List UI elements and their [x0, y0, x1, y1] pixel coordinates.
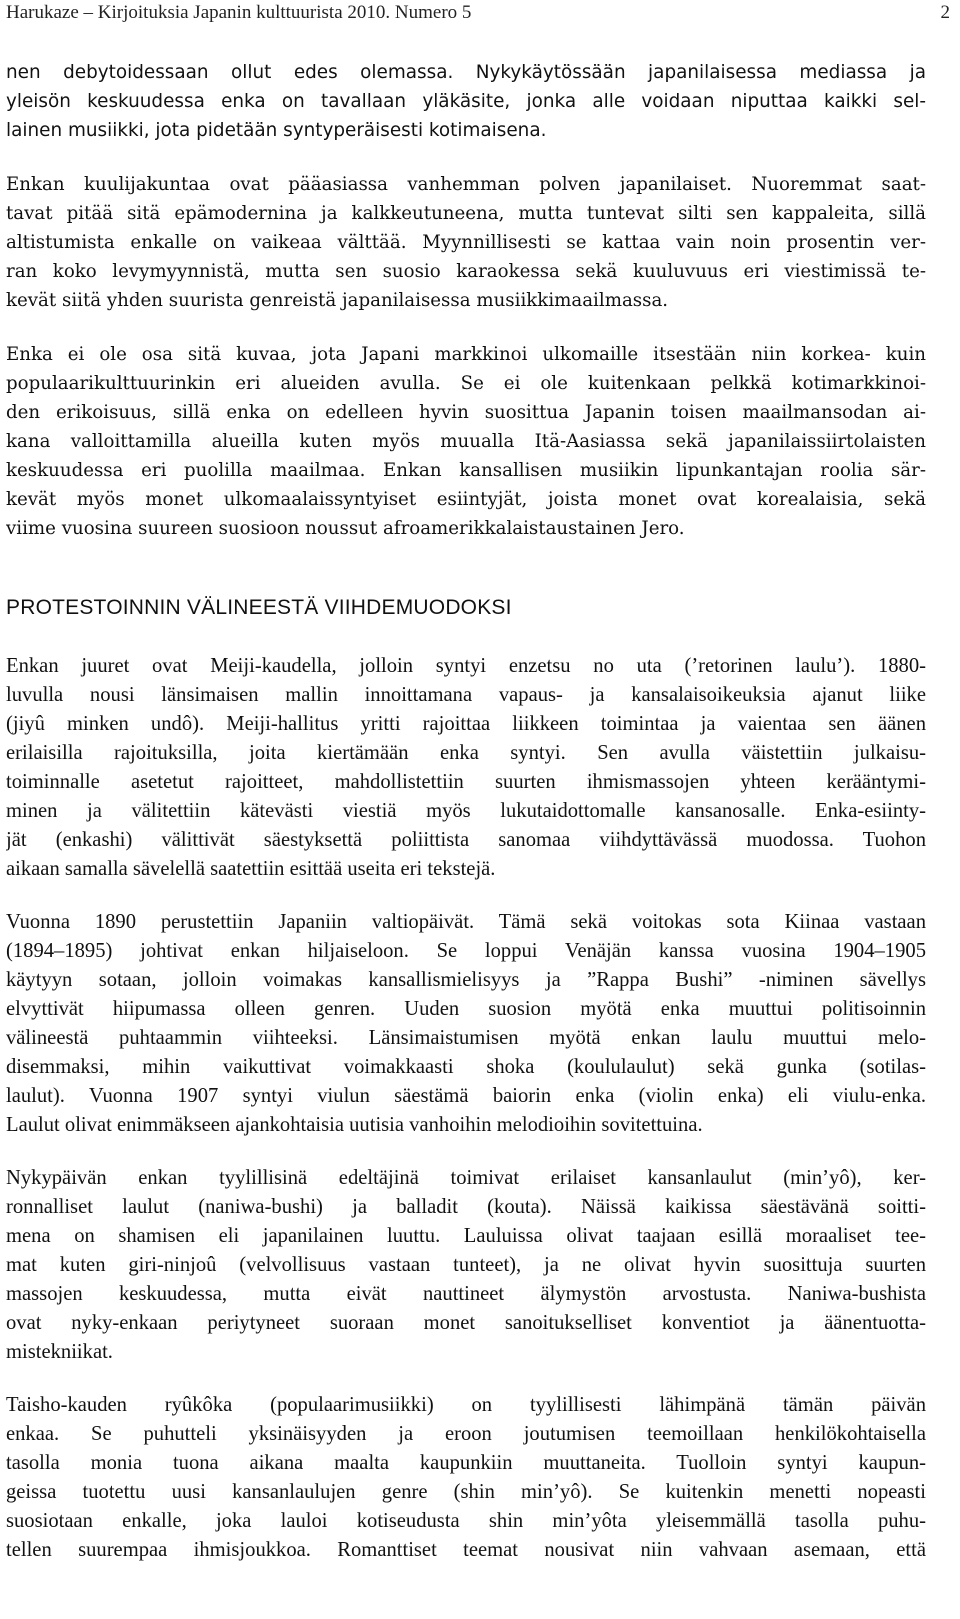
text-line: kana valloittamilla alueilla kuten myös muualla Itä-Aasiassa sekä japanilaissiirtolaisten	[6, 431, 926, 452]
paragraph-7	[6, 1391, 926, 1565]
text-line: Taisho-kauden ryûkôka (populaarimusiikki) on tyylillisesti lähimpänä tämän päivän	[6, 1394, 926, 1416]
text-line: ovat nyky-enkaan periytyneet suoraan monet sanoitukselliset konventiot ja äänentuotta-	[6, 1312, 926, 1334]
text-line: tasolla monia tuona aikana maalta kaupunkiin muuttaneita. Tuolloin syntyi kaupun-	[6, 1452, 926, 1474]
text-line: den erikoisuus, sillä enka on edelleen hyvin suosittua Japanin toisen maailmansodan ai-	[6, 402, 926, 423]
journal-title: Harukaze – Kirjoituksia Japanin kulttuurista 2010. Numero 5	[6, 2, 472, 23]
text-line: luvulla nousi länsimaisen mallin innoittamana vapaus- ja kansalaisoikeuksia ajanut liike	[6, 684, 926, 706]
text-line: Laulut olivat enimmäkseen ajankohtaisia uutisia vanhoihin melodioihin sovitettuina.	[6, 1114, 703, 1136]
text-line: Enkan juuret ovat Meiji-kaudella, jolloin syntyi enzetsu no uta (’retorinen laulu’). 1880-	[6, 655, 926, 677]
text-line: aikaan samalla sävelellä saatettiin esittää useita eri tekstejä.	[6, 858, 496, 880]
paragraph-4	[6, 652, 926, 884]
section-heading: PROTESTOINNIN VÄLINEESTÄ VIIHDEMUODOKSI	[6, 596, 512, 619]
text-line: kevät siitä yhden suurista genreistä japanilaisessa musiikkimaailmassa.	[6, 290, 669, 311]
text-line: Enka ei ole osa sitä kuvaa, jota Japani markkinoi ulkomaille itsestään niin korkea- kuin	[6, 344, 926, 365]
text-line: ronnalliset laulut (naniwa-bushi) ja balladit (kouta). Näissä kaikissa säestävänä soitti-	[6, 1196, 926, 1218]
text-line: käytyyn sotaan, jolloin voimakas kansallismielisyys ja ”Rappa Bushi” -niminen sävellys	[6, 969, 926, 991]
text-line: mena on shamisen eli japanilainen luuttu. Lauluissa olivat taajaan esillä moraaliset tee-	[6, 1225, 926, 1247]
text-line: suosiotaan enkalle, joka lauloi kotiseudusta shin min’yôta yleisemmällä tasolla puhu-	[6, 1510, 926, 1532]
paragraph-6	[6, 1164, 926, 1367]
text-line: välineestä puhtaammin viihteeksi. Länsimaistumisen myötä enkan laulu muuttui melo-	[6, 1027, 926, 1049]
text-line: minen ja välitettiin kätevästi viestiä myös lukutaidottomalle kansanosalle. Enka-esiinty-	[6, 800, 926, 822]
text-line: tavat pitää sitä epämodernina ja kalkkeutuneena, mutta tuntevat silti sen kappaleita, sillä	[6, 203, 926, 224]
running-header	[6, 2, 950, 26]
text-line: yleisön keskuudessa enka on tavallaan yläkäsite, jonka alle voidaan niputtaa kaikki sel-	[6, 91, 926, 112]
paragraph-5	[6, 908, 926, 1140]
text-line: tellen suurempaa ihmisjoukkoa. Romanttiset teemat nousivat niin vahvaan asemaan, että	[6, 1539, 926, 1561]
text-line: ran koko levymyynnistä, mutta sen suosio karaokessa sekä kuuluvuus eri viestimissä te-	[6, 261, 926, 282]
text-line: mistekniikat.	[6, 1341, 113, 1363]
page-number: 2	[940, 2, 950, 23]
text-line: Enkan kuulijakuntaa ovat pääasiassa vanhemman polven japanilaiset. Nuoremmat saat-	[6, 174, 926, 195]
text-line: disemmaksi, mihin vaikuttivat voimakkaasti shoka (koululaulut) sekä gunka (sotilas-	[6, 1056, 926, 1078]
text-line: (1894–1895) johtivat enkan hiljaiseloon. Se loppui Venäjän kanssa vuosina 1904–1905	[6, 940, 926, 962]
text-line: laulut). Vuonna 1907 syntyi viulun säestämä baiorin enka (violin enka) eli viulu-enka.	[6, 1085, 926, 1107]
text-line: altistumista enkalle on vaikeaa välttää. Myynnillisesti se kattaa vain noin prosentin ver-	[6, 232, 926, 253]
text-line: massojen keskuudessa, mutta eivät nauttineet älymystön arvostusta. Naniwa-bushista	[6, 1283, 926, 1305]
text-line: keskuudessa eri puolilla maailmaa. Enkan kansallisen musiikin lipunkantajan roolia sär-	[6, 460, 926, 481]
text-line: (jiyû minken undô). Meiji-hallitus yritti rajoittaa liikkeen toimintaa ja vaientaa sen äänen	[6, 713, 926, 735]
text-line: mat kuten giri-ninjoû (velvollisuus vastaan tunteet), ja ne olivat hyvin suosittuja suurten	[6, 1254, 926, 1276]
text-line: toiminnalle asetetut rajoitteet, mahdollistettiin suurten ihmismassojen yhteen kerääntymi-	[6, 771, 926, 793]
text-line: populaarikulttuurinkin eri alueiden avulla. Se ei ole kuitenkaan pelkkä kotimarkkinoi-	[6, 373, 926, 394]
text-line: nen debytoidessaan ollut edes olemassa. Nykykäytössään japanilaisessa mediassa ja	[6, 62, 926, 83]
text-line: geissa tuotettu uusi kansanlaulujen genre (shin min’yô). Se kuitenkin menetti nopeasti	[6, 1481, 926, 1503]
text-line: enkaa. Se puhutteli yksinäisyyden ja eroon joutumisen teemoillaan henkilökohtaisella	[6, 1423, 926, 1445]
paragraph-3	[6, 340, 926, 543]
text-line: kevät myös monet ulkomaalaissyntyiset esiintyjät, joista monet ovat korealaisia, sekä	[6, 489, 926, 510]
text-line: Vuonna 1890 perustettiin Japaniin valtiopäivät. Tämä sekä voitokas sota Kiinaa vastaan	[6, 911, 926, 933]
text-line: jät (enkashi) välittivät säestyksettä poliittista sanomaa viihdyttävässä muodossa. Tuohon	[6, 829, 926, 851]
text-line: lainen musiikki, jota pidetään syntyperäisesti kotimaisena.	[6, 120, 547, 141]
text-line: Nykypäivän enkan tyylillisinä edeltäjinä toimivat erilaiset kansanlaulut (min’yô), ker-	[6, 1167, 926, 1189]
paragraph-1	[6, 58, 926, 145]
text-line: erilaisilla rajoituksilla, joita kiertämään enka syntyi. Sen avulla väistettiin julkaisu-	[6, 742, 926, 764]
text-line: elvyttivät hiipumassa olleen genren. Uuden suosion myötä enka muuttui politisoinnin	[6, 998, 926, 1020]
paragraph-2	[6, 170, 926, 315]
text-line: viime vuosina suureen suosioon noussut afroamerikkalaistaustainen Jero.	[6, 518, 685, 539]
